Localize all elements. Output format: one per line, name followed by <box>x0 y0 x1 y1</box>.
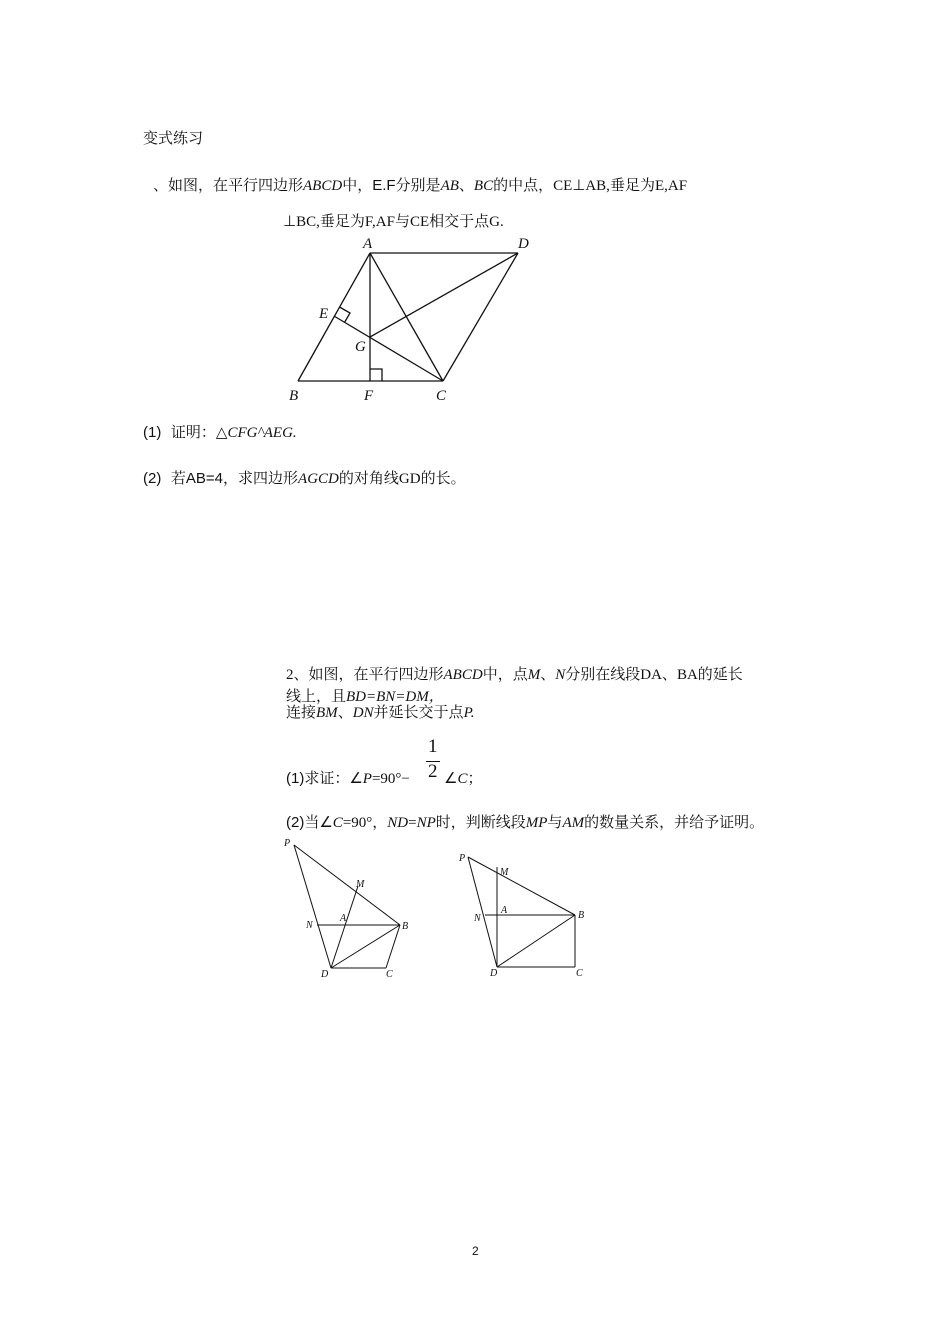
label-B: B <box>289 388 299 404</box>
label-C: C <box>436 388 447 404</box>
label-A: A <box>501 905 508 916</box>
q-var-p: P <box>362 771 372 787</box>
p1-ef: E.F <box>372 177 396 194</box>
q-text: 若 <box>170 469 186 487</box>
label-C: C <box>576 968 583 979</box>
p1-ce: CE <box>553 178 573 194</box>
p2-text: 线上，且 <box>286 687 347 705</box>
p1-abcd: ABCD <box>303 178 343 194</box>
label-N: N <box>474 913 481 924</box>
q-text: 的对角线 <box>338 469 399 487</box>
label-A: A <box>340 913 347 924</box>
q-text: (2)当 <box>286 814 320 831</box>
angle-symbol: ∠ <box>349 769 363 787</box>
p1-g: G. <box>489 214 504 230</box>
perp-symbol: ⊥ <box>283 212 297 230</box>
p1-ce2: CE <box>409 214 430 230</box>
q-text: 的数量关系，并给予证明。 <box>584 813 765 831</box>
p2-ba: BA <box>676 667 698 683</box>
p2-text: 并延长交于点 <box>373 703 464 721</box>
p2-m: M <box>527 667 541 683</box>
q-eq: = <box>408 815 417 831</box>
p1-text: 垂足为 <box>609 176 655 194</box>
label-B: B <box>578 910 585 921</box>
p1-text: 垂足为 <box>319 212 365 230</box>
label-A: A <box>363 236 373 252</box>
p1-text: 相交于点 <box>429 212 490 230</box>
q-text: ，求四边形 <box>223 469 299 487</box>
q-nd: ND <box>387 815 409 831</box>
q-number: (2) <box>143 470 162 487</box>
p2-p: P. <box>463 705 475 721</box>
p1-ab: AB <box>440 178 459 194</box>
q-expr: =90°， <box>342 815 388 831</box>
q-mp: MP <box>525 815 548 831</box>
label-G: G <box>355 339 366 355</box>
q-expr: =90°− <box>371 771 410 787</box>
p2-text: 、 <box>661 665 677 683</box>
q-ab-value: AB=4 <box>185 470 224 487</box>
p2-dn: DN <box>352 705 374 721</box>
q-gd: GD <box>398 471 421 487</box>
p2-text: 、如图，在平行四边形 <box>293 665 444 683</box>
p1-bc: BC <box>473 178 494 194</box>
q-text: 的长。 <box>420 469 466 487</box>
p2-abcd: ABCD <box>443 667 483 683</box>
label-M: M <box>356 879 365 890</box>
p1-eaf: E,AF <box>654 178 688 194</box>
p2-text: 、 <box>540 665 556 683</box>
p1-text: 的中点， <box>493 176 554 194</box>
p2-bm: BM <box>316 705 338 721</box>
p2-n: N <box>555 667 566 683</box>
q-var-c: C <box>332 815 343 831</box>
fraction-numerator: 1 <box>428 736 438 757</box>
label-M: M <box>500 867 509 878</box>
segment-PD <box>468 857 497 967</box>
label-F: F <box>364 388 374 404</box>
q-text: 与 <box>547 813 563 831</box>
segment-PB <box>468 857 575 915</box>
perp-symbol: ⊥ <box>572 176 586 194</box>
p2-text: 的延长 <box>697 665 743 683</box>
p2-text: 中，点 <box>482 665 528 683</box>
page-number: 2 <box>472 1244 479 1258</box>
p2-text: 、 <box>337 703 353 721</box>
q-expression: △CFG^AEG. <box>215 425 297 441</box>
label-D: D <box>518 236 529 252</box>
label-D: D <box>321 969 329 980</box>
label-C: C <box>386 969 393 980</box>
angle-symbol: ∠ <box>319 813 333 831</box>
angle-symbol: ∠ <box>444 769 458 787</box>
q-np: NP <box>416 815 436 831</box>
label-E: E <box>319 306 329 322</box>
p1-text: 与 <box>394 212 410 230</box>
p2-text: 分别在线段 <box>565 665 641 683</box>
fraction-denominator: 2 <box>428 761 438 782</box>
segment-DB <box>497 915 575 967</box>
label-B: B <box>402 921 409 932</box>
p2-da: DA <box>640 667 662 683</box>
p1-text: 、 <box>458 176 474 194</box>
p1-ab2: AB, <box>585 178 610 194</box>
q-agcd: AGCD <box>298 471 339 487</box>
p2-equal-lengths: BD=BN=DM， <box>346 689 444 705</box>
q-text: ； <box>467 769 483 787</box>
p1-bc2: BC, <box>296 214 320 230</box>
p1-text: 中， <box>342 176 373 194</box>
label-N: N <box>306 920 313 931</box>
p1-text: 、如图，在平行四边形 <box>153 176 304 194</box>
p1-faf: F,AF <box>364 214 395 230</box>
q-text: 证明： <box>170 423 216 441</box>
q-var-c: C <box>457 771 468 787</box>
label-D: D <box>490 968 498 979</box>
q-number: (1) <box>143 424 162 441</box>
q-text: (1)求证： <box>286 770 350 787</box>
p2-text: 连接 <box>286 703 317 721</box>
q-text: 时，判断线段 <box>435 813 526 831</box>
problem-number: 2 <box>286 667 294 683</box>
label-P: P <box>284 838 291 849</box>
q-am: AM <box>562 815 585 831</box>
p1-text: 分别是 <box>395 176 441 194</box>
section-title: 变式练习 <box>143 129 204 147</box>
label-P: P <box>459 853 466 864</box>
